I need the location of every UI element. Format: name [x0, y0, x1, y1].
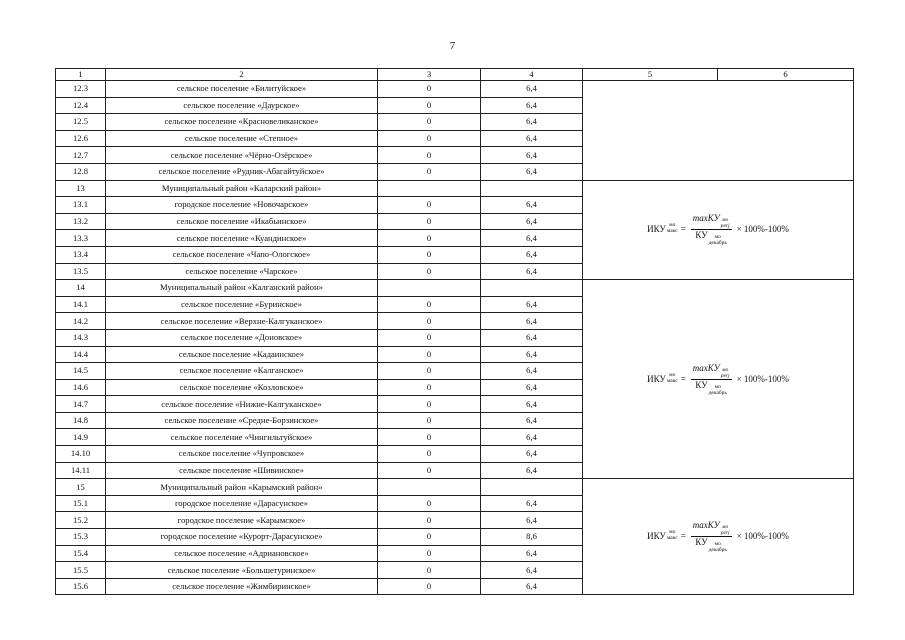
settlement-name: сельское поселение «Степное» [106, 130, 378, 147]
settlement-name: сельское поселение «Адриановское» [106, 545, 378, 562]
column-3-value: 0 [378, 114, 481, 131]
district-name: Муниципальный район «Карымский район» [106, 479, 378, 496]
column-4-value: 6,4 [481, 462, 583, 479]
formula-tail: × 100%-100% [736, 373, 789, 384]
column-3-value: 0 [378, 197, 481, 214]
column-4-value: 6,4 [481, 429, 583, 446]
settlement-name: сельское поселение «Большетуринское» [106, 562, 378, 579]
settlement-name: городское поселение «Дарасунское» [106, 495, 378, 512]
row-number: 15.1 [56, 495, 106, 512]
column-3-value: 0 [378, 213, 481, 230]
row-number: 12.6 [56, 130, 106, 147]
row-number: 12.8 [56, 163, 106, 180]
formula [647, 213, 789, 246]
formula-fraction [691, 363, 732, 396]
column-header-4: 4 [481, 69, 583, 81]
column-4-value: 6,4 [481, 412, 583, 429]
column-3-value: 0 [378, 230, 481, 247]
row-number: 14.9 [56, 429, 106, 446]
formula-cell [583, 180, 854, 280]
formula-denominator-sup: мо [714, 234, 721, 241]
formula-equals: = [680, 224, 686, 235]
settlement-name: сельское поселение «Верхне-Калгуканское» [106, 313, 378, 330]
column-4-value: 6,4 [481, 230, 583, 247]
column-4-value: 6,4 [481, 296, 583, 313]
formula-tail: × 100%-100% [736, 224, 789, 235]
settlement-name: сельское поселение «Жимбиринское» [106, 578, 378, 595]
column-3-value: 0 [378, 97, 481, 114]
district-row [56, 479, 854, 496]
row-number: 15.4 [56, 545, 106, 562]
formula-denominator: КУ [695, 537, 708, 548]
settlement-name: сельское поселение «Куандинское» [106, 230, 378, 247]
formula-numerator-sup: мо [721, 217, 729, 224]
column-4-value: 6,4 [481, 313, 583, 330]
column-4-value: 6,4 [481, 363, 583, 380]
formula-fraction [691, 213, 732, 246]
formula-lhs-sup: мо [669, 529, 676, 536]
column-4-value: 6,4 [481, 329, 583, 346]
column-4-value: 6,4 [481, 379, 583, 396]
empty-cell [481, 180, 583, 197]
formula-numerator: maxКУ [692, 213, 720, 224]
row-number: 13.5 [56, 263, 106, 280]
column-4-value: 6,4 [481, 197, 583, 214]
row-number: 14.8 [56, 412, 106, 429]
column-4-value: 8,6 [481, 529, 583, 546]
column-4-value: 6,4 [481, 147, 583, 164]
column-4-value: 6,4 [481, 163, 583, 180]
formula-lhs-sub: макс [666, 377, 678, 384]
column-3-value: 0 [378, 545, 481, 562]
formula-fraction [691, 520, 732, 553]
row-number: 13 [56, 180, 106, 197]
column-3-value: 0 [378, 313, 481, 330]
row-number: 12.5 [56, 114, 106, 131]
column-3-value: 0 [378, 130, 481, 147]
column-3-value: 0 [378, 263, 481, 280]
row-number: 12.7 [56, 147, 106, 164]
formula-cell [583, 81, 854, 181]
row-number: 14.7 [56, 396, 106, 413]
column-3-value: 0 [378, 495, 481, 512]
settlement-name: городское поселение «Курорт-Дарасунское» [106, 529, 378, 546]
column-4-value: 6,4 [481, 213, 583, 230]
row-number: 15 [56, 479, 106, 496]
row-number: 15.3 [56, 529, 106, 546]
formula-numerator-sub: perj [720, 372, 730, 379]
column-3-value: 0 [378, 81, 481, 98]
settlement-name: сельское поселение «Рудник-Абагайтуйское» [106, 163, 378, 180]
formula-numerator-sub: perj [720, 223, 730, 230]
column-3-value: 0 [378, 396, 481, 413]
formula [647, 520, 789, 553]
settlement-name: сельское поселение «Чёрно-Озёрское» [106, 147, 378, 164]
formula-numerator-sub: perj [720, 530, 730, 537]
column-3-value: 0 [378, 163, 481, 180]
settlement-name: сельское поселение «Доновское» [106, 329, 378, 346]
row-number: 14.4 [56, 346, 106, 363]
formula-tail: × 100%-100% [736, 531, 789, 542]
formula-lhs-sub: макс [666, 228, 678, 235]
row-number: 14 [56, 280, 106, 297]
column-3-value: 0 [378, 329, 481, 346]
formula-denominator-sup: мо [714, 541, 721, 548]
column-4-value: 6,4 [481, 97, 583, 114]
row-number: 13.1 [56, 197, 106, 214]
settlement-name: сельское поселение «Даурское» [106, 97, 378, 114]
column-4-value: 6,4 [481, 246, 583, 263]
column-header-3: 3 [378, 69, 481, 81]
column-4-value: 6,4 [481, 495, 583, 512]
settlement-name: сельское поселение «Билитуйское» [106, 81, 378, 98]
row-number: 13.2 [56, 213, 106, 230]
column-3-value: 0 [378, 296, 481, 313]
settlement-name: сельское поселение «Нижне-Калгуканское» [106, 396, 378, 413]
row-number: 14.5 [56, 363, 106, 380]
formula-denominator-sub: декабрь [708, 389, 727, 396]
formula-lhs-sub: макс [666, 535, 678, 542]
column-3-value: 0 [378, 512, 481, 529]
column-4-value: 6,4 [481, 130, 583, 147]
formula-numerator: maxКУ [692, 520, 720, 531]
formula-denominator-sup: мо [714, 383, 721, 390]
formula-denominator: КУ [695, 230, 708, 241]
settlement-name: сельское поселение «Чингильтуйское» [106, 429, 378, 446]
settlement-name: сельское поселение «Икабьинское» [106, 213, 378, 230]
settlement-name: сельское поселение «Шивинское» [106, 462, 378, 479]
district-name: Муниципальный район «Каларский район» [106, 180, 378, 197]
column-3-value: 0 [378, 246, 481, 263]
formula-denominator-sub: декабрь [708, 240, 727, 247]
row-number: 15.6 [56, 578, 106, 595]
column-3-value: 0 [378, 562, 481, 579]
formula-equals: = [680, 373, 686, 384]
row-number: 13.3 [56, 230, 106, 247]
formula-lhs: ИКУ [647, 373, 666, 384]
formula-denominator: КУ [695, 379, 708, 390]
empty-cell [378, 280, 481, 297]
formula-numerator: maxКУ [692, 362, 720, 373]
formula-lhs: ИКУ [647, 224, 666, 235]
column-3-value: 0 [378, 346, 481, 363]
column-4-value: 6,4 [481, 346, 583, 363]
column-3-value: 0 [378, 412, 481, 429]
settlement-name: сельское поселение «Чарское» [106, 263, 378, 280]
row-number: 14.2 [56, 313, 106, 330]
table-row [56, 81, 854, 98]
column-4-value: 6,4 [481, 545, 583, 562]
settlement-name: сельское поселение «Калганское» [106, 363, 378, 380]
column-3-value: 0 [378, 529, 481, 546]
row-number: 14.6 [56, 379, 106, 396]
column-4-value: 6,4 [481, 578, 583, 595]
column-4-value: 6,4 [481, 263, 583, 280]
settlement-name: сельское поселение «Средне-Борзинское» [106, 412, 378, 429]
row-number: 14.11 [56, 462, 106, 479]
formula-cell [583, 479, 854, 595]
empty-cell [481, 280, 583, 297]
column-3-value: 0 [378, 578, 481, 595]
settlement-name: сельское поселение «Козловское» [106, 379, 378, 396]
tariff-table [55, 68, 854, 595]
row-number: 15.2 [56, 512, 106, 529]
formula-lhs-sup: мо [669, 222, 676, 229]
formula-cell [583, 280, 854, 479]
formula [647, 363, 789, 396]
column-4-value: 6,4 [481, 396, 583, 413]
row-number: 14.10 [56, 446, 106, 463]
column-3-value: 0 [378, 429, 481, 446]
formula-numerator-sup: мо [721, 366, 729, 373]
row-number: 15.5 [56, 562, 106, 579]
settlement-name: сельское поселение «Чапо-Ологское» [106, 246, 378, 263]
column-header-row [56, 69, 854, 81]
settlement-name: городское поселение «Карымское» [106, 512, 378, 529]
settlement-name: сельское поселение «Красновеликанское» [106, 114, 378, 131]
row-number: 14.3 [56, 329, 106, 346]
column-3-value: 0 [378, 379, 481, 396]
district-row [56, 180, 854, 197]
formula-lhs-sup: мо [669, 371, 676, 378]
formula-numerator-sup: мо [721, 524, 729, 531]
row-number: 12.4 [56, 97, 106, 114]
empty-cell [378, 180, 481, 197]
column-header-5: 5 [583, 69, 718, 81]
settlement-name: сельское поселение «Чупровское» [106, 446, 378, 463]
column-header-1: 1 [56, 69, 106, 81]
formula-equals: = [680, 531, 686, 542]
settlement-name: сельское поселение «Буринское» [106, 296, 378, 313]
column-4-value: 6,4 [481, 81, 583, 98]
district-name: Муниципальный район «Калганский район» [106, 280, 378, 297]
formula-lhs: ИКУ [647, 531, 666, 542]
column-4-value: 6,4 [481, 512, 583, 529]
settlement-name: сельское поселение «Кадаинское» [106, 346, 378, 363]
column-3-value: 0 [378, 363, 481, 380]
column-header-2: 2 [106, 69, 378, 81]
column-3-value: 0 [378, 446, 481, 463]
row-number: 13.4 [56, 246, 106, 263]
column-4-value: 6,4 [481, 114, 583, 131]
row-number: 14.1 [56, 296, 106, 313]
settlement-name: городское поселение «Новочарское» [106, 197, 378, 214]
empty-cell [378, 479, 481, 496]
row-number: 12.3 [56, 81, 106, 98]
column-3-value: 0 [378, 147, 481, 164]
column-header-6: 6 [718, 69, 854, 81]
column-4-value: 6,4 [481, 446, 583, 463]
formula-denominator-sub: декабрь [708, 547, 727, 554]
column-3-value: 0 [378, 462, 481, 479]
page-number: 7 [449, 40, 456, 52]
column-4-value: 6,4 [481, 562, 583, 579]
district-row [56, 280, 854, 297]
empty-cell [481, 479, 583, 496]
